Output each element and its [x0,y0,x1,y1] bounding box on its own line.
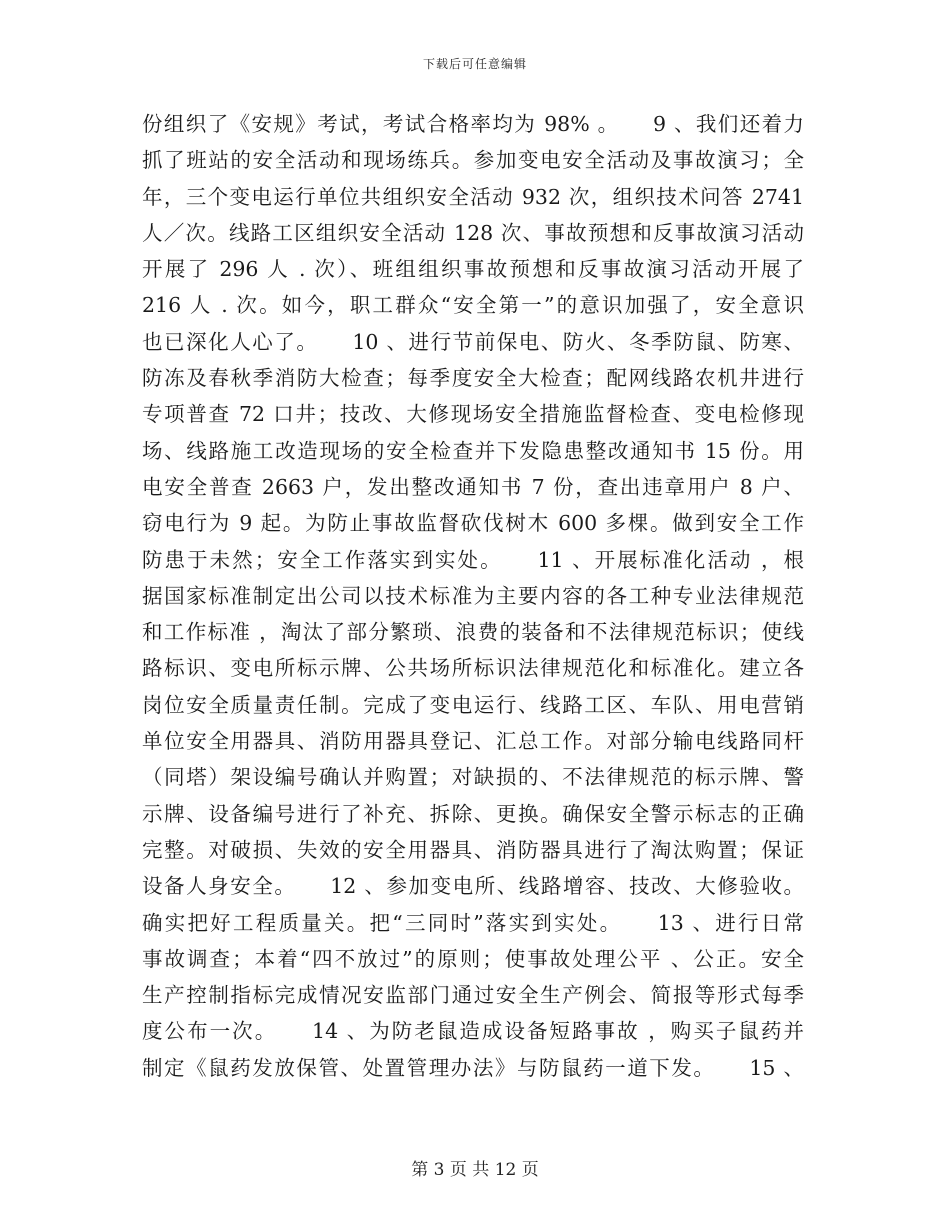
body-line: （同塔）架设编号确认并购置；对缺损的、不法律规范的标示牌、警 [142,765,804,790]
body-line: 场、线路施工改造现场的安全检查并下发隐患整改通知书 15 份。用 [142,438,804,463]
page-header-note: 下载后可任意编辑 [422,57,527,71]
body-line: 年，三个变电运行单位共组织安全活动 932 次，组织技术问答 2741 [142,184,804,209]
body-line: 事故调查；本着“四不放过”的原则；使事故处理公平 、公正。安全 [142,946,804,971]
body-line: 生产控制指标完成情况安监部门通过安全生产例会、简报等形式每季 [142,983,804,1008]
body-line: 防冻及春秋季消防大检查；每季度安全大检查；配网线路农机井进行 [142,366,804,391]
body-line: 确实把好工程质量关。把“三同时”落实到实处。 13 、进行日常 [142,910,804,935]
body-line: 也已深化人心了。 10 、进行节前保电、防火、冬季防鼠、防寒、 [142,329,804,354]
body-line: 份组织了《安规》考试，考试合格率均为 98% 。 9 、我们还着力 [142,112,804,136]
body-line: 岗位安全质量责任制。完成了变电运行、线路工区、车队、用电营销 [142,692,804,717]
body-line: 完整。对破损、失效的安全用器具、消防器具进行了淘汰购置；保证 [142,837,804,862]
body-line: 专项普查 72 口井；技改、大修现场安全措施监督检查、变电检修现 [142,402,804,427]
body-line: 窃电行为 9 起。为防止事故监督砍伐树木 600 多棵。做到安全工作 [142,511,804,536]
body-line: 开展了 296 人 . 次）、班组组织事故预想和反事故演习活动开展了 [142,257,804,282]
body-line: 据国家标准制定出公司以技术标准为主要内容的各工种专业法律规范 [142,583,804,608]
body-line: 和工作标准 ，淘汰了部分繁琐、浪费的装备和不法律规范标识；使线 [142,620,804,645]
body-line: 216 人 . 次。如今，职工群众“安全第一”的意识加强了，安全意识 [142,293,804,318]
body-line: 防患于未然；安全工作落实到实处。 11 、开展标准化活动 ，根 [142,547,804,572]
page-number: 第 3 页 共 12 页 [411,1160,539,1180]
body-line: 抓了班站的安全活动和现场练兵。参加变电安全活动及事故演习；全 [142,148,804,173]
body-line: 示牌、设备编号进行了补充、拆除、更换。确保安全警示标志的正确 [142,801,804,826]
document-body [142,106,804,1086]
body-line: 单位安全用器具、消防用器具登记、汇总工作。对部分输电线路同杆 [142,729,804,754]
body-line: 设备人身安全。 12 、参加变电所、线路增容、技改、大修验收。 [142,874,804,899]
body-line: 制定《鼠药发放保管、处置管理办法》与防鼠药一道下发。 15 、 [142,1055,804,1080]
body-line: 路标识、变电所标示牌、公共场所标识法律规范化和标准化。建立各 [142,656,804,681]
body-line: 电安全普查 2663 户，发出整改通知书 7 份，查出违章用户 8 户、 [142,474,804,499]
body-line: 度公布一次。 14 、为防老鼠造成设备短路事故 ，购买子鼠药并 [142,1019,804,1044]
body-line: 人／次。线路工区组织安全活动 128 次、事故预想和反事故演习活动 [142,220,804,245]
